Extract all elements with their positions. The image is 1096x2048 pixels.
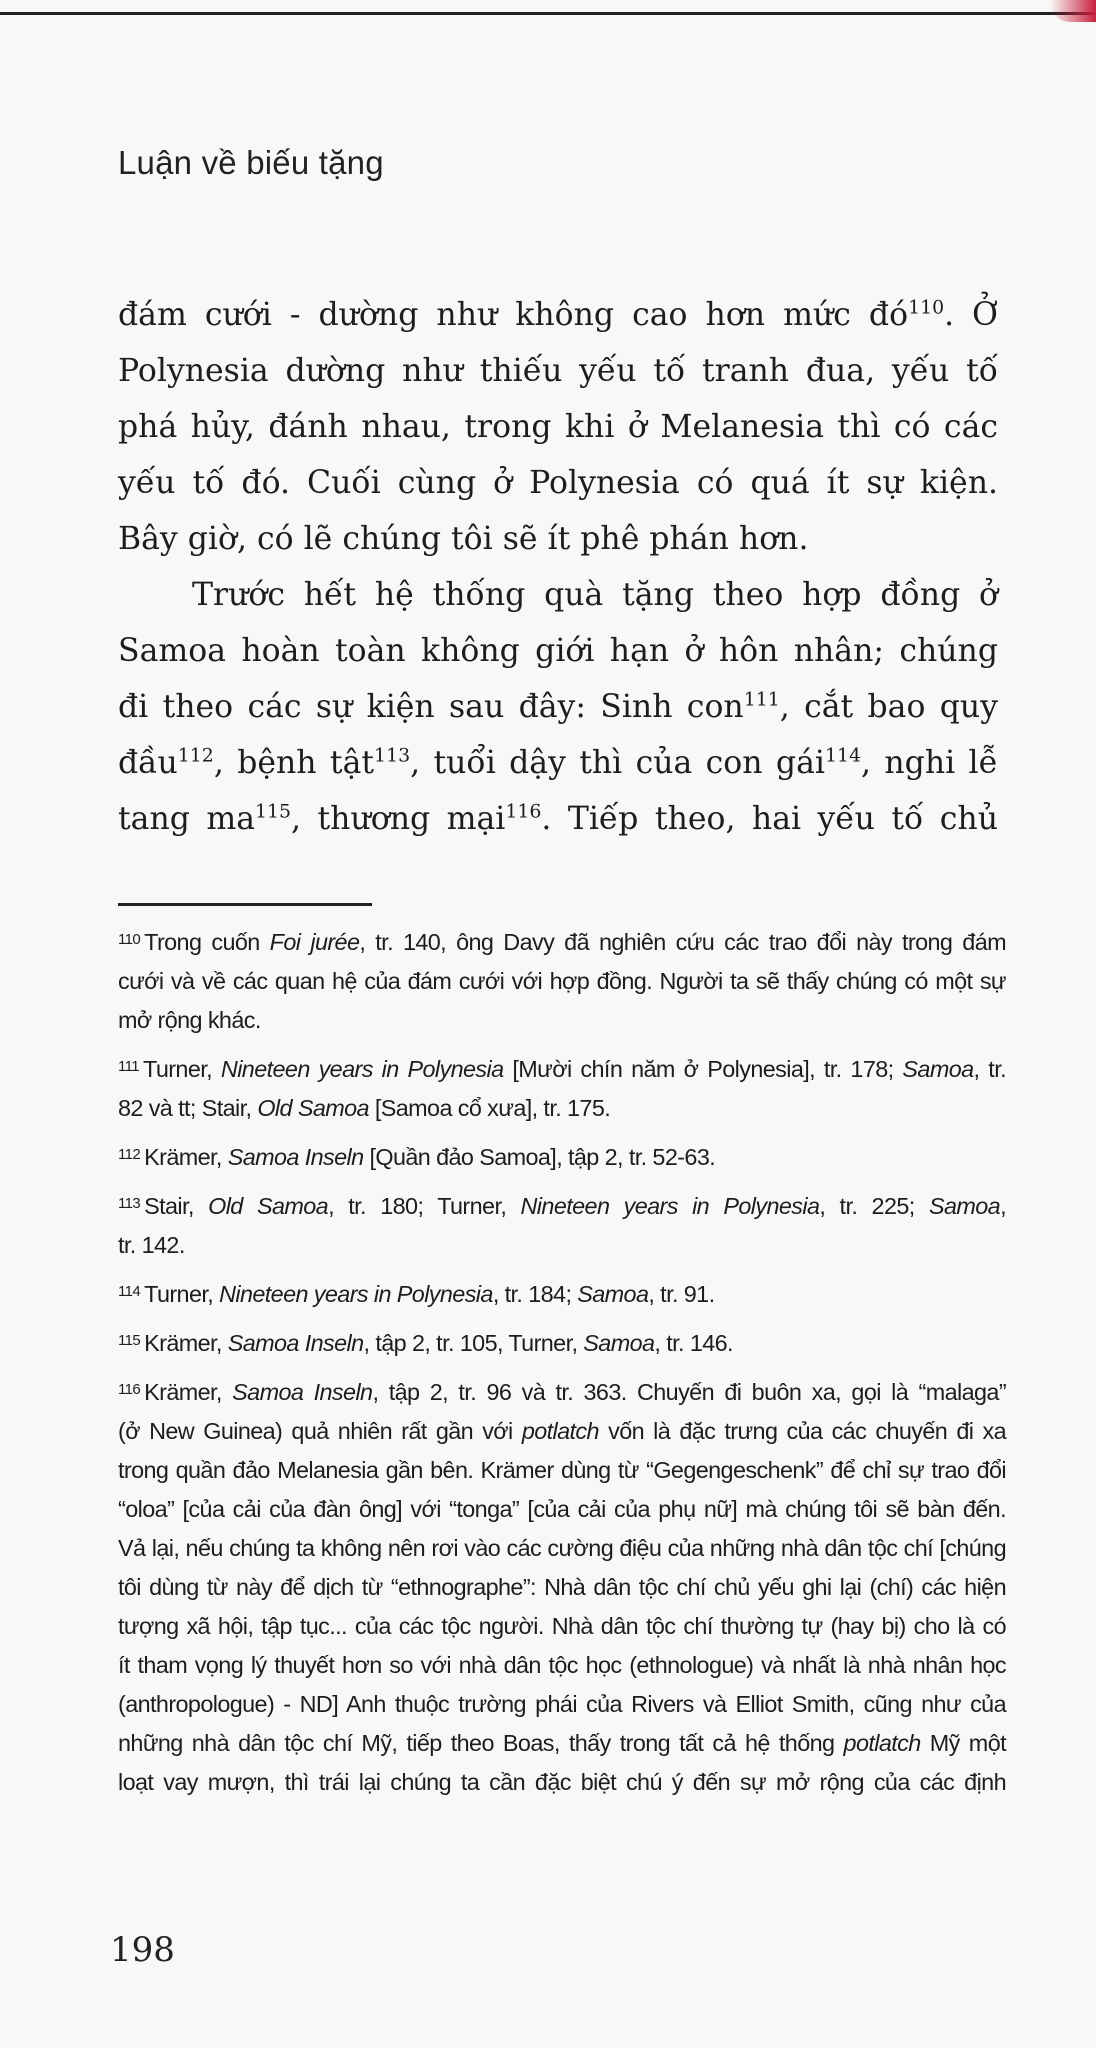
footnote-110: $^{110}$ Trong cuốn Foi jurée, tr. 140, ông Davy đã nghiên cứu các trao đổi này trong đám cưới và về các quan hệ của đám cưới với hợp đồng. Người ta sẽ thấy chúng có một sự mở rộng khác. xyxy=(118,929,1006,1033)
footnote-number: 116 xyxy=(118,1381,141,1398)
footnote-ref: 111 xyxy=(743,688,780,711)
text-line: đầu$^{112}$, bệnh tật$^{113}$, tuổi dậy thì của con gái$^{114}$, nghi lễ xyxy=(118,744,998,781)
text-line: Trước hết hệ thống quà tặng theo hợp đồng ở xyxy=(192,577,998,613)
text-line: Polynesia dường như thiếu yếu tố tranh đua, yếu tố xyxy=(118,353,998,389)
footnote-number: 110 xyxy=(118,931,141,948)
text-line: phá hủy, đánh nhau, trong khi ở Melanesia thì có các xyxy=(118,409,998,445)
footnote-115: $^{115}$ Krämer, Samoa Inseln, tập 2, tr. 105, Turner, Samoa, tr. 146. xyxy=(118,1330,733,1356)
footnote-number: 114 xyxy=(118,1283,141,1300)
footnote-114: $^{114}$ Turner, Nineteen years in Polynesia, tr. 184; Samoa, tr. 91. xyxy=(118,1281,715,1307)
running-title: Luận về biếu tặng xyxy=(118,144,384,181)
footnote-ref: 113 xyxy=(374,744,411,767)
footnote-ref: 116 xyxy=(505,800,542,823)
text-line: Bây giờ, có lẽ chúng tôi sẽ ít phê phán hơn. xyxy=(118,521,809,557)
footnote-ref: 110 xyxy=(908,296,945,319)
text-line: tang $ma^{115}$, thương mại$^{116}$. Tiếp theo, hai yếu tố chủ xyxy=(118,800,998,837)
text-line: đám cưới - dường như không cao hơn mức $đó^{110}$. Ở xyxy=(118,296,998,333)
footnote-number: 113 xyxy=(118,1195,141,1212)
footnote-number: 115 xyxy=(118,1332,141,1349)
footnote-112: $^{112}$ Krämer, Samoa Inseln [Quần đảo Samoa], tập 2, tr. 52-63. xyxy=(118,1144,716,1170)
page-number: 198 xyxy=(110,1930,175,1970)
footnote-ref: 114 xyxy=(824,744,861,767)
text-line: yếu tố đó. Cuối cùng ở Polynesia có quá ít sự kiện. xyxy=(118,465,998,501)
footnote-separator xyxy=(118,903,372,906)
footnote-111: $^{111}$ Turner, Nineteen years in Polynesia [Mười chín năm ở Polynesia], tr. 178; Samoa, tr. 82 và tt; Stair, Old Samoa [Samoa cổ xưa], tr. 175. xyxy=(118,1056,1006,1121)
text-line: đi theo các sự kiện sau đây: Sinh con$^{111}$, cắt bao quy xyxy=(118,688,998,725)
text-line: Samoa hoàn toàn không giới hạn ở hôn nhân; chúng xyxy=(118,633,998,669)
footnote-ref: 115 xyxy=(254,800,292,823)
top-edge-rule xyxy=(0,12,1096,15)
main-text xyxy=(118,287,998,847)
footnote-116: $^{116}$ Krämer, Samoa Inseln, tập 2, tr. 96 và tr. 363. Chuyến đi buôn xa, gọi là “malaga” (ở New Guinea) quả nhiên rất gần với potlatch vốn là đặc trưng của các chuyến đi xa trong quần đảo Melanesia gần bên. Krämer dùng từ “Gegengeschenk” để chỉ sự trao đổi “oloa” [của cải của đàn ông] với “tonga” [của cải của phụ nữ] mà chúng tôi sẽ bàn đến. Vả lại, nếu chúng ta không nên rơi vào các cường điệu của những nhà dân tộc chí [chúng tôi dùng từ này để dịch từ “ethnographe”: Nhà dân tộc chí chủ yếu ghi lại (chí) các hiện tượng xã hội, tập tục... của các tộc người. Nhà dân tộc chí thường tự (hay bị) cho là có ít tham vọng lý thuyết hơn so với nhà dân tộc học (ethnologue) và nhất là nhà nhân học (anthropologue) - ND] Anh thuộc trường phái của Rivers và Elliot Smith, cũng như của những nhà dân tộc chí Mỹ, tiếp theo Boas, thấy trong tất cả hệ thống potlatch Mỹ một loạt vay mượn, thì trái lại chúng ta cần đặc biệt chú ý đến sự mở rộng của các định xyxy=(118,1379,1007,1795)
footnote-number: 112 xyxy=(118,1146,141,1163)
corner-mark xyxy=(1050,0,1096,22)
footnote-ref: 112 xyxy=(177,744,214,767)
footnote-113: $^{113}$ Stair, Old Samoa, tr. 180; Turner, Nineteen years in Polynesia, tr. 225; Samoa, tr. 142. xyxy=(118,1193,1006,1258)
footnotes xyxy=(118,920,1006,1809)
footnote-number: 111 xyxy=(118,1058,140,1075)
